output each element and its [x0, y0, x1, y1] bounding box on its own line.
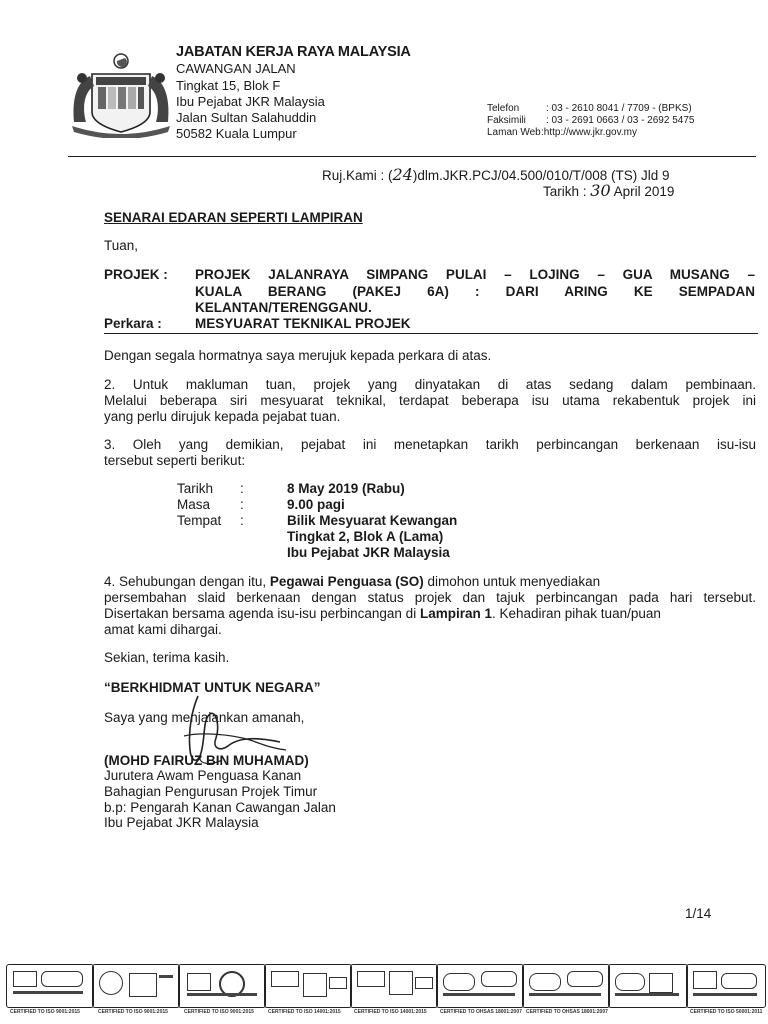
ruj-handwritten: 24 [392, 165, 413, 184]
certification-label: CERTIFIED TO ISO 14001:2015 [268, 1009, 341, 1015]
paragraph-2-line: 2. Untuk makluman tuan, projek yang dinyatakan di atas sedang dalam pembinaan. [104, 377, 756, 392]
signatory-title: Jurutera Awam Penguasa Kanan [104, 768, 302, 783]
certification-label: CERTIFIED TO ISO 9001:2015 [184, 1009, 254, 1015]
cert-logo-3 [178, 964, 266, 1008]
closing-text: Sekian, terima kasih. [104, 650, 230, 665]
page-number: 1/14 [685, 906, 712, 921]
address-line: CAWANGAN JALAN [176, 61, 296, 76]
detail-tarikh-label: Tarikh [177, 481, 214, 496]
projek-line: PROJEK JALANRAYA SIMPANG PULAI – LOJING – GUA MUSANG – [195, 267, 755, 282]
laman-web-label: Laman Web [487, 127, 541, 138]
address-line: Ibu Pejabat JKR Malaysia [176, 94, 325, 109]
detail-masa-value: 9.00 pagi [287, 497, 345, 512]
signatory-name: (MOHD FAIRUZ BIN MUHAMAD) [104, 753, 309, 768]
paragraph-4-line-3 [104, 606, 661, 621]
cert-logo-8 [608, 964, 688, 1008]
detail-masa-label: Masa [177, 497, 211, 512]
paragraph-3-line: 3. Oleh yang demikian, pejabat ini menetapkan tarikh perbincangan berkenaan isu-isu [104, 437, 756, 452]
motto: “BERKHIDMAT UNTUK NEGARA” [104, 680, 321, 695]
detail-colon: : [240, 481, 244, 496]
laman-web-value: :http://www.jkr.gov.my [541, 127, 637, 138]
subject-underline [104, 333, 758, 334]
signatory-title: Ibu Pejabat JKR Malaysia [104, 815, 259, 830]
perkara-label: Perkara : [104, 316, 162, 331]
cert-logo-2 [92, 964, 180, 1008]
letter-date [543, 181, 674, 200]
organization-name: JABATAN KERJA RAYA MALAYSIA [176, 44, 411, 60]
signatory-title: b.p: Pengarah Kanan Cawangan Jalan [104, 800, 336, 815]
projek-label: PROJEK : [104, 267, 168, 282]
paragraph-1: Dengan segala hormatnya saya merujuk kepada perkara di atas. [104, 348, 492, 363]
address-line: Jalan Sultan Salahuddin [176, 110, 317, 125]
para4-bold-lampiran: Lampiran 1 [419, 606, 492, 621]
cert-logo-1 [6, 964, 94, 1008]
tarikh-handwritten: 30 [590, 181, 611, 200]
paragraph-4-line-4: amat kami dihargai. [104, 622, 222, 637]
detail-colon: : [240, 497, 244, 512]
ruj-suffix: )dlm.JKR.PCJ/04.500/010/T/008 (TS) Jld 9 [412, 168, 670, 183]
certification-logos [6, 962, 764, 1018]
paragraph-2-line: Melalui beberapa siri mesyuarat teknikal, terdapat beberapa isu utama rekabentuk projek ini [104, 393, 756, 408]
cert-logo-4 [264, 964, 352, 1008]
detail-tempat-line: Tingkat 2, Blok A (Lama) [287, 529, 444, 544]
faksimili-value: : 03 - 2691 0663 / 03 - 2692 5475 [546, 115, 695, 126]
paragraph-2-line: yang perlu dirujuk kepada pejabat tuan. [104, 409, 341, 424]
cert-logo-9 [686, 964, 766, 1008]
cert-logo-6 [436, 964, 524, 1008]
para4-text: 4. Sehubungan dengan itu, [104, 574, 270, 589]
projek-line: KUALA BERANG (PAKEJ 6A) : DARI ARING KE SEMPADAN [195, 284, 755, 299]
cert-logo-7 [522, 964, 610, 1008]
faksimili-label: Faksimili [487, 115, 526, 126]
certification-label: CERTIFIED TO ISO 9001:2015 [10, 1009, 80, 1015]
certification-label: CERTIFIED TO ISO 9001:2015 [98, 1009, 168, 1015]
certification-label: CERTIFIED TO OHSAS 18001:2007 [440, 1009, 522, 1015]
salutation: Tuan, [104, 238, 139, 253]
para4-bold-so: Pegawai Penguasa (SO) [269, 574, 424, 589]
detail-tempat-line: Ibu Pejabat JKR Malaysia [287, 545, 450, 560]
header-divider [68, 156, 756, 157]
detail-tempat-line: Bilik Mesyuarat Kewangan [287, 513, 458, 528]
para4-text: Disertakan bersama agenda isu-isu perbincangan di [104, 606, 420, 621]
telefon-label: Telefon [487, 103, 520, 114]
signatory-title: Bahagian Pengurusan Projek Timur [104, 784, 318, 799]
para4-text: dimohon untuk menyediakan [423, 574, 601, 589]
certification-label: CERTIFIED TO ISO 14001:2015 [354, 1009, 427, 1015]
detail-colon: : [240, 513, 244, 528]
paragraph-3-line: tersebut seperti berikut: [104, 453, 246, 468]
address-line: 50582 Kuala Lumpur [176, 126, 297, 141]
tarikh-suffix: April 2019 [610, 184, 675, 199]
paragraph-4-line-1 [104, 574, 756, 589]
telefon-value: : 03 - 2610 8041 / 7709 - (BPKS) [546, 103, 692, 114]
para4-text: . Kehadiran pihak tuan/puan [491, 606, 661, 621]
paragraph-4-line-2: persembahan slaid berkenaan dengan status projek dan tajuk perbincangan pada hari tersebut. [104, 590, 756, 605]
tarikh-prefix: Tarikh : [543, 184, 591, 199]
address-line: Tingkat 15, Blok F [176, 78, 281, 93]
certification-label: CERTIFIED TO ISO 50001:2011 [690, 1009, 763, 1015]
cert-logo-5 [350, 964, 438, 1008]
jata-negara-crest-icon [68, 52, 174, 138]
detail-tarikh-value: 8 May 2019 (Rabu) [287, 481, 405, 496]
distribution-line: SENARAI EDARAN SEPERTI LAMPIRAN [104, 210, 363, 225]
certification-label: CERTIFIED TO OHSAS 18001:2007 [526, 1009, 608, 1015]
perkara-value: MESYUARAT TEKNIKAL PROJEK [195, 316, 411, 331]
detail-tempat-label: Tempat [177, 513, 222, 528]
projek-line: KELANTAN/TERENGGANU. [195, 300, 372, 315]
ruj-prefix: Ruj.Kami : ( [322, 168, 393, 183]
saya-line: Saya yang menjalankan amanah, [104, 710, 305, 725]
